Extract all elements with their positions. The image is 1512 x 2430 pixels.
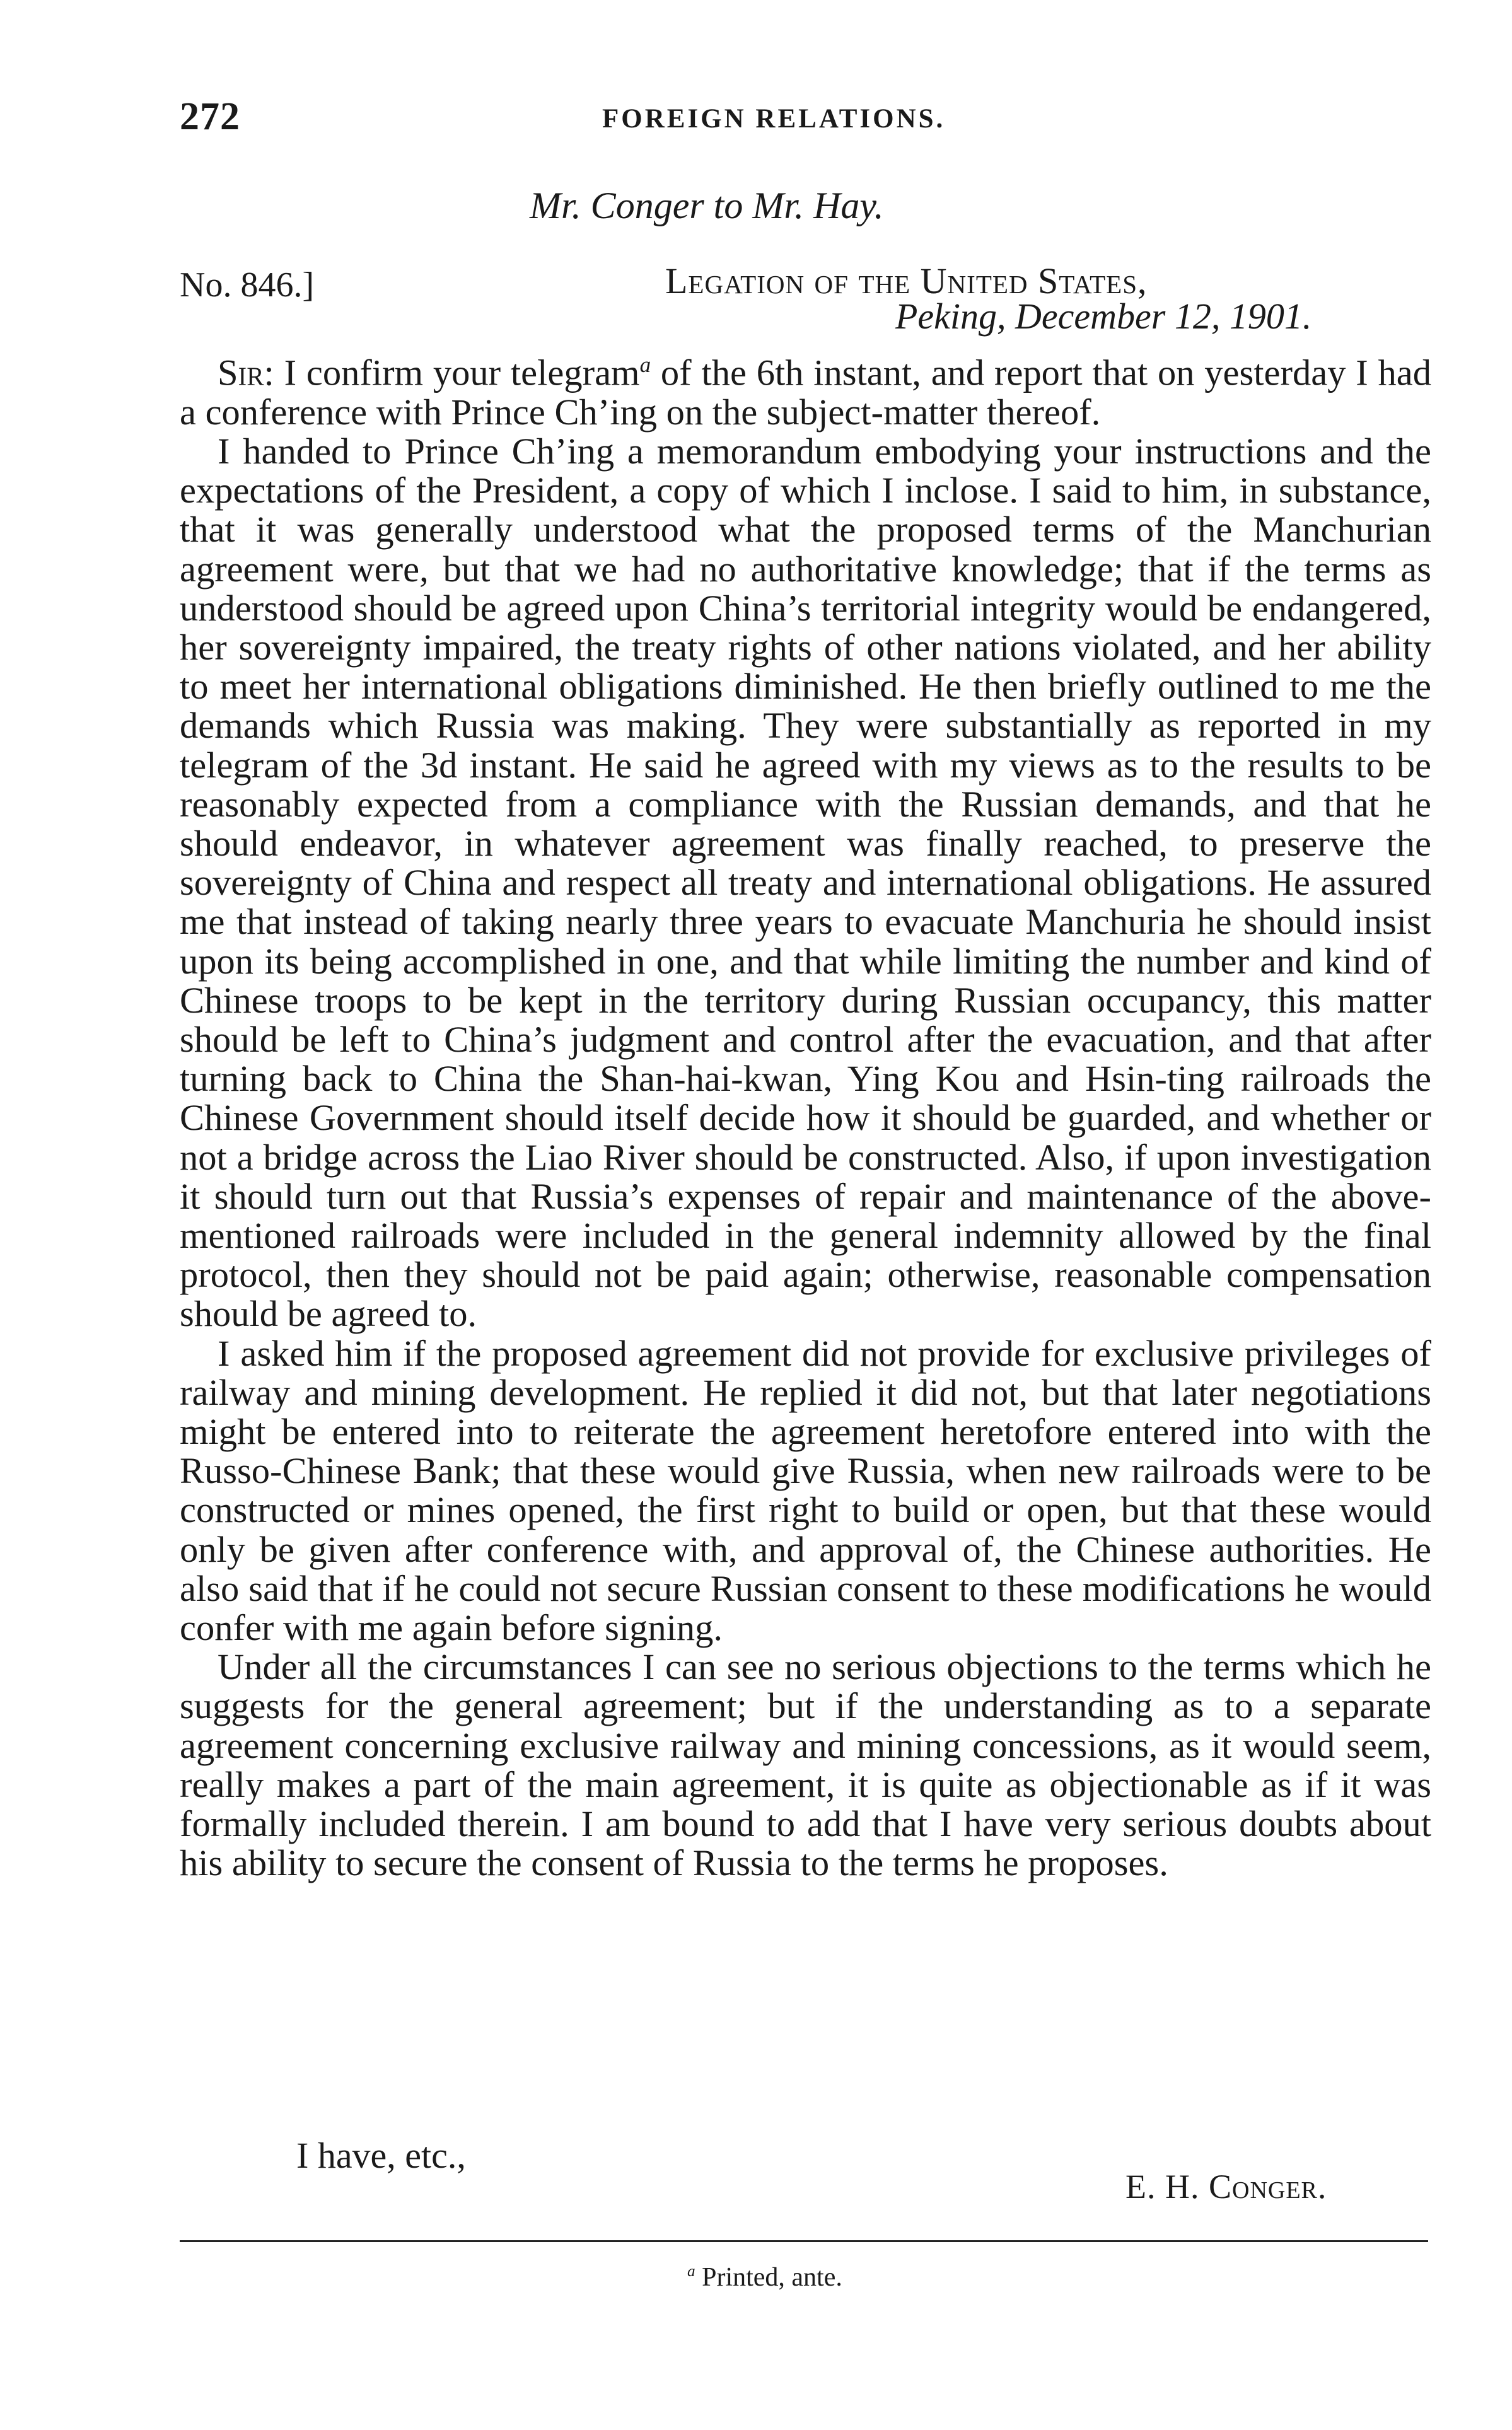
letter-title: Mr. Conger to Mr. Hay. [530,185,884,226]
paragraph-2: I handed to Prince Ch’ing a memorandum embodying your instructions and the expectations of the President, a copy of which I inclose. I said to him, in substance, that it was generally understood what the proposed terms of the Manchurian agreement were, but that we had no authoritative knowledge; that if the terms as understood should be agreed upon China’s territorial integrity would be endangered, her sovereignty impaired, the treaty rights of other nations violated, and her ability to meet her international obligations diminished. He then briefly outlined to me the demands which Russia was making. They were substantially as reported in my telegram of the 3d instant. He said he agreed with my views as to the results to be reasonably expected from a compliance with the Russian demands, and that he should endeavor, in whatever agreement was finally reached, to preserve the sovereignty of China and respect all treaty and international obligations. He assured me that instead of taking nearly three years to evacuate Manchuria he should insist upon its being accomplished in one, and that while limiting the number and kind of Chinese troops to be kept in the territory during Russian occupancy, this matter should be left to China’s judgment and control after the evacuation, and that after turning back to China the Shan-hai-kwan, Ying Kou and Hsin-ting railroads the Chinese Government should itself decide how it should be guarded, and whether or not a bridge across the Liao River should be constructed. Also, if upon investigation it should turn out that Russia’s expenses of repair and maintenance of the above-mentioned railroads were included in the general indemnity allowed by the final protocol, then they should not be paid again; otherwise, reasonable compensation should be agreed to. [180,430,1431,1335]
footnote-mark: a [687,2263,695,2280]
page-header [180,95,1444,145]
despatch-number: No. 846.] [180,265,315,305]
signature: E. H. Conger. [1125,2168,1327,2206]
paragraph-1-text-b: of the 6th instant, and report that on yesterday I had a conference with Prince Ch’ing on the subject-matter thereof. [180,352,1432,433]
paragraph-1-text-a: I confirm your telegram [274,352,640,393]
paragraph-4: Under all the circumstances I can see no serious objections to the terms which he suggests for the general agreement; but if the understanding as to a separate agreement concerning exclusive railway and mining concessions, as it would seem, really makes a part of the main agreement, it is quite as objectionable as if it was formally included therein. I am bound to add that I have very serious doubts about his ability to secure the consent of Russia to the terms he proposes. [180,1646,1431,1884]
paragraph-1 [180,346,1431,432]
dateline: Peking, December 12, 1901. [895,296,1312,337]
footnote-text: Printed, ante. [695,2263,842,2292]
legation-heading: Legation of the United States, [665,260,1148,301]
paragraph-3: I asked him if the proposed agreement did not provide for exclusive privileges of railway and mining development. He replied it did not, but that later negotiations might be entered into to reiterate the agreement heretofore entered into with the Russo-Chinese Bank; that these would give Russia, when new railroads were to be constructed or mines opened, the first right to build or open, but that these would only be given after conference with, and approval of, the Chinese authorities. He also said that if he could not secure Russian consent to these modifications he would confer with me again before signing. [180,1332,1431,1648]
letter-body [180,346,1431,1883]
footnote [687,2262,842,2293]
footnote-rule [180,2240,1428,2242]
footnote-reference: a [639,352,651,377]
salutation: Sir: [218,352,274,393]
page-number: 272 [180,95,240,138]
running-head: FOREIGN RELATIONS. [602,104,946,134]
closing: I have, etc., [296,2135,466,2176]
